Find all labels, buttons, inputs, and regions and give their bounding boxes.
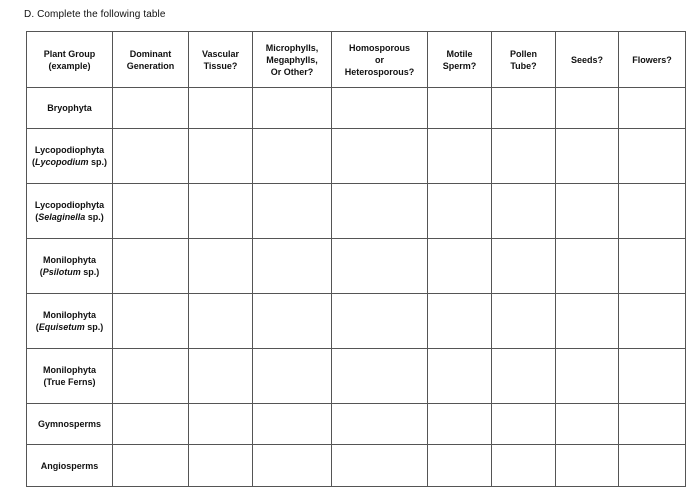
answer-cell[interactable] [619, 129, 686, 184]
answer-cell[interactable] [492, 239, 556, 294]
answer-cell[interactable] [556, 445, 619, 487]
answer-cell[interactable] [189, 129, 253, 184]
answer-cell[interactable] [332, 445, 428, 487]
answer-cell[interactable] [332, 404, 428, 445]
header-motile-sperm: Motile Sperm? [428, 32, 492, 88]
header-row [27, 32, 686, 88]
answer-cell[interactable] [428, 349, 492, 404]
answer-cell[interactable] [253, 88, 332, 129]
table-row [27, 129, 686, 184]
row-header: Monilophyta (Equisetum sp.) [27, 294, 113, 349]
row-header: Monilophyta (True Ferns) [27, 349, 113, 404]
row-header: Lycopodiophyta (Selaginella sp.) [27, 184, 113, 239]
table-row [27, 184, 686, 239]
answer-cell[interactable] [492, 184, 556, 239]
answer-cell[interactable] [619, 184, 686, 239]
row-header: Bryophyta [27, 88, 113, 129]
plant-comparison-table [26, 31, 686, 487]
answer-cell[interactable] [619, 445, 686, 487]
answer-cell[interactable] [332, 349, 428, 404]
answer-cell[interactable] [492, 445, 556, 487]
answer-cell[interactable] [253, 404, 332, 445]
answer-cell[interactable] [253, 445, 332, 487]
answer-cell[interactable] [428, 404, 492, 445]
header-leaf-type: Microphylls, Megaphylls, Or Other? [253, 32, 332, 88]
answer-cell[interactable] [428, 445, 492, 487]
header-seeds: Seeds? [556, 32, 619, 88]
answer-cell[interactable] [556, 404, 619, 445]
row-header: Angiosperms [27, 445, 113, 487]
row-header: Lycopodiophyta (Lycopodium sp.) [27, 129, 113, 184]
answer-cell[interactable] [113, 349, 189, 404]
answer-cell[interactable] [253, 239, 332, 294]
answer-cell[interactable] [113, 184, 189, 239]
answer-cell[interactable] [113, 88, 189, 129]
answer-cell[interactable] [189, 445, 253, 487]
answer-cell[interactable] [113, 294, 189, 349]
answer-cell[interactable] [428, 239, 492, 294]
answer-cell[interactable] [492, 88, 556, 129]
table-row [27, 445, 686, 487]
answer-cell[interactable] [619, 349, 686, 404]
answer-cell[interactable] [189, 349, 253, 404]
table-row [27, 88, 686, 129]
answer-cell[interactable] [619, 404, 686, 445]
answer-cell[interactable] [253, 294, 332, 349]
answer-cell[interactable] [556, 349, 619, 404]
answer-cell[interactable] [492, 294, 556, 349]
answer-cell[interactable] [113, 445, 189, 487]
genus-name: Psilotum [42, 267, 81, 277]
answer-cell[interactable] [189, 239, 253, 294]
answer-cell[interactable] [332, 184, 428, 239]
instruction-text: D. Complete the following table [24, 9, 166, 20]
header-spore-type: Homosporous or Heterosporous? [332, 32, 428, 88]
answer-cell[interactable] [428, 294, 492, 349]
answer-cell[interactable] [332, 129, 428, 184]
answer-cell[interactable] [253, 184, 332, 239]
answer-cell[interactable] [556, 184, 619, 239]
genus-name: Equisetum [38, 322, 85, 332]
header-pollen-tube: Pollen Tube? [492, 32, 556, 88]
answer-cell[interactable] [253, 349, 332, 404]
answer-cell[interactable] [332, 239, 428, 294]
answer-cell[interactable] [253, 129, 332, 184]
header-flowers: Flowers? [619, 32, 686, 88]
answer-cell[interactable] [428, 88, 492, 129]
row-header: Monilophyta (Psilotum sp.) [27, 239, 113, 294]
table-row [27, 404, 686, 445]
table-row [27, 239, 686, 294]
answer-cell[interactable] [556, 88, 619, 129]
answer-cell[interactable] [556, 129, 619, 184]
answer-cell[interactable] [189, 294, 253, 349]
row-header: Gymnosperms [27, 404, 113, 445]
answer-cell[interactable] [113, 129, 189, 184]
table-row [27, 349, 686, 404]
answer-cell[interactable] [332, 294, 428, 349]
answer-cell[interactable] [492, 404, 556, 445]
header-plant-group: Plant Group (example) [27, 32, 113, 88]
answer-cell[interactable] [428, 184, 492, 239]
genus-name: Selaginella [38, 212, 86, 222]
answer-cell[interactable] [619, 88, 686, 129]
answer-cell[interactable] [189, 184, 253, 239]
answer-cell[interactable] [556, 294, 619, 349]
header-vascular-tissue: Vascular Tissue? [189, 32, 253, 88]
answer-cell[interactable] [428, 129, 492, 184]
answer-cell[interactable] [619, 239, 686, 294]
header-dominant-generation: Dominant Generation [113, 32, 189, 88]
answer-cell[interactable] [492, 349, 556, 404]
answer-cell[interactable] [556, 239, 619, 294]
answer-cell[interactable] [492, 129, 556, 184]
genus-name: Lycopodium [34, 157, 89, 167]
answer-cell[interactable] [332, 88, 428, 129]
answer-cell[interactable] [113, 404, 189, 445]
answer-cell[interactable] [189, 88, 253, 129]
answer-cell[interactable] [113, 239, 189, 294]
table-row [27, 294, 686, 349]
answer-cell[interactable] [189, 404, 253, 445]
answer-cell[interactable] [619, 294, 686, 349]
